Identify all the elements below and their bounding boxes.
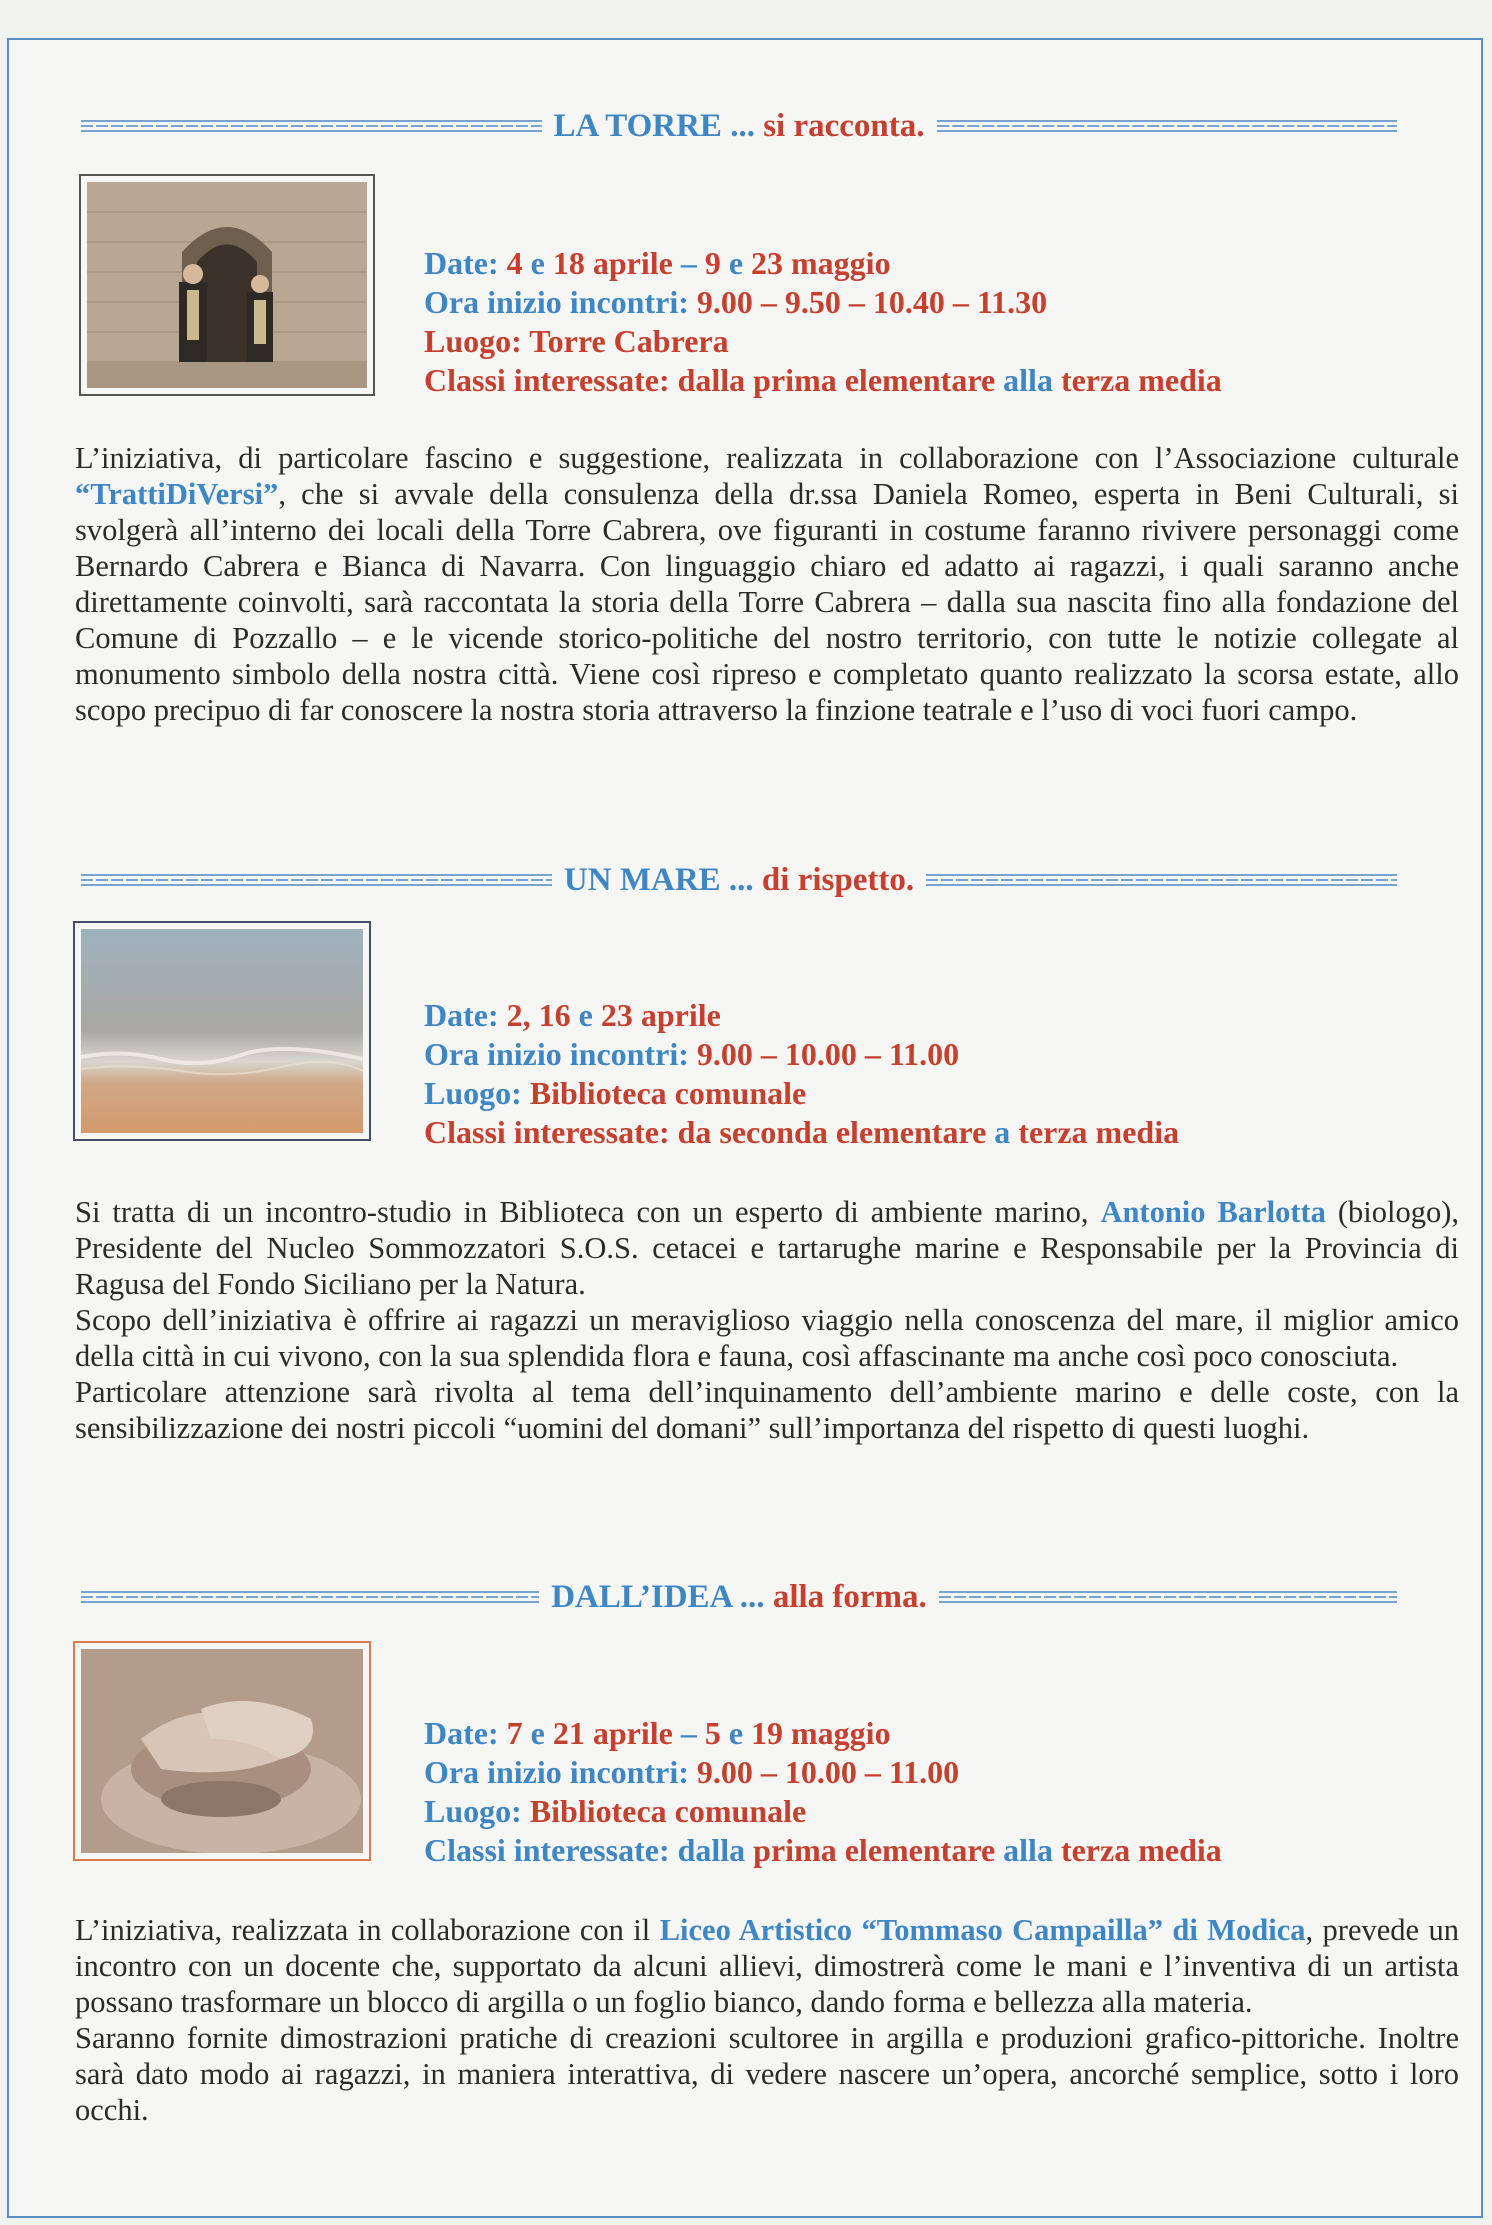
- date-part: e: [530, 245, 545, 281]
- time-value: 9.00 – 10.00 – 11.00: [696, 1754, 960, 1790]
- photo-sea: [73, 921, 371, 1141]
- heading-rule-left: [81, 874, 552, 886]
- place-label: Luogo:: [424, 1075, 522, 1111]
- section-heading: [69, 106, 1409, 146]
- body-paragraph: [75, 440, 1459, 728]
- heading-rule-right: [939, 1591, 1397, 1603]
- body-highlight: Liceo Artistico “Tommaso Campailla” di Modica: [659, 1913, 1306, 1947]
- class-label: Classi interessate:: [424, 1832, 670, 1868]
- place-value: Torre Cabrera: [529, 323, 729, 359]
- date-label: Date:: [424, 997, 499, 1033]
- section-heading: [69, 860, 1409, 900]
- date-line: [424, 244, 1222, 283]
- sea-shore-image: [81, 929, 363, 1133]
- place-label: Luogo:: [424, 323, 522, 359]
- body-paragraph: [75, 1912, 1459, 2020]
- class-part: alla: [1003, 362, 1053, 398]
- tower-entrance-figures-image: [87, 182, 367, 388]
- class-part: terza media: [1018, 1114, 1180, 1150]
- page-frame: [7, 38, 1483, 2218]
- date-label: Date:: [424, 1715, 499, 1751]
- photo-tower: [79, 174, 375, 396]
- body-highlight: “TrattiDiVersi”: [75, 477, 279, 511]
- date-part: e: [530, 1715, 545, 1751]
- date-part: 9: [704, 245, 721, 281]
- class-line: [424, 361, 1222, 400]
- heading-title-b: di rispetto.: [761, 861, 915, 898]
- body-text: Si tratta di un incontro-studio in Biblioteca con un esperto di ambiente marino,: [75, 1195, 1101, 1229]
- time-label: Ora inizio incontri:: [424, 284, 689, 320]
- section-heading: [69, 1577, 1409, 1617]
- time-line: [424, 1753, 1222, 1792]
- body-paragraph: Particolare attenzione sarà rivolta al tema dell’inquinamento dell’ambiente marino e delle coste, con la sensibilizzazione dei nostri piccoli “uomini del domani” sull’importanza del rispetto di questi luoghi.: [75, 1375, 1459, 1445]
- heading-title-b: alla forma.: [772, 1578, 927, 1615]
- date-part: 2, 16: [506, 997, 571, 1033]
- photo-clay: [73, 1641, 371, 1861]
- date-part: 5: [704, 1715, 721, 1751]
- body-text: , che si avvale della consulenza della dr.ssa Daniela Romeo, esperta in Beni Culturali, si svolgerà all’interno dei locali della Torre Cabrera, ove figuranti in costume faranno rivivere personaggi come Bernardo Cabrera e Bianca di Navarra. Con linguaggio chiaro ed adatto ai ragazzi, i quali saranno anche direttamente coinvolti, sarà raccontata la storia della Torre Cabrera – dalla sua nascita fino alla fondazione del Comune di Pozzallo – e le vicende storico-politiche del nostro territorio, con tutte le notizie collegate al monumento simbolo della nostra città. Viene così ripreso e completato quanto realizzato la scorsa estate, allo scopo precipuo di far conoscere la nostra storia attraverso la finzione teatrale e l’uso di voci fuori campo.: [75, 477, 1459, 727]
- date-part: –: [680, 1715, 697, 1751]
- date-line: [424, 996, 1179, 1035]
- heading-title-b: si racconta.: [763, 107, 925, 144]
- body-paragraph: Scopo dell’iniziativa è offrire ai ragazzi un meraviglioso viaggio nella conoscenza del mare, il miglior amico della città in cui vivono, con la sua splendida flora e fauna, così affascinante ma anche così poco conosciuta.: [75, 1303, 1459, 1373]
- class-line: [424, 1113, 1179, 1152]
- place-line: [424, 1792, 1222, 1831]
- date-part: 7: [506, 1715, 523, 1751]
- class-part: a: [994, 1114, 1011, 1150]
- date-part: 4: [506, 245, 523, 281]
- date-part: e: [728, 1715, 744, 1751]
- event-info: [424, 996, 1179, 1152]
- heading-title-a: DALL’IDEA ...: [551, 1578, 765, 1615]
- class-line: [424, 1831, 1222, 1870]
- heading-rule-left: [81, 1591, 539, 1603]
- event-info: [424, 244, 1222, 400]
- class-part: dalla: [677, 1832, 746, 1868]
- event-info: [424, 1714, 1222, 1870]
- body-text: , prevede un incontro con un docente che, supportato da alcuni allievi, dimostrerà come le mani e l’inventiva di un artista possano trasformare un blocco di argilla o un foglio bianco, dando forma e bellezza alla materia.: [75, 1913, 1459, 2019]
- time-label: Ora inizio incontri:: [424, 1036, 689, 1072]
- class-label: Classi interessate:: [424, 1114, 670, 1150]
- body-highlight: Antonio Barlotta: [1100, 1195, 1326, 1229]
- date-line: [424, 1714, 1222, 1753]
- date-label: Date:: [424, 245, 499, 281]
- time-value: 9.00 – 10.00 – 11.00: [696, 1036, 960, 1072]
- place-value: Biblioteca comunale: [529, 1075, 807, 1111]
- section-body: [75, 1912, 1459, 2128]
- class-part: prima elementare: [753, 1832, 996, 1868]
- hands-clay-pottery-image: [81, 1649, 363, 1853]
- body-text: L’iniziativa, realizzata in collaborazione con il: [75, 1913, 660, 1947]
- body-text: (biologo), Presidente del Nucleo Sommozzatori S.O.S. cetacei e tartarughe marine e Responsabile per la Provincia di Ragusa del Fondo Siciliano per la Natura.: [75, 1195, 1460, 1301]
- date-part: 23 maggio: [751, 245, 891, 281]
- date-part: –: [680, 245, 697, 281]
- date-part: e: [728, 245, 744, 281]
- body-paragraph: [75, 1194, 1459, 1302]
- body-text: L’iniziativa, di particolare fascino e suggestione, realizzata in collaborazione con l’Associazione culturale: [75, 441, 1459, 475]
- time-label: Ora inizio incontri:: [424, 1754, 689, 1790]
- time-value: 9.00 – 9.50 – 10.40 – 11.30: [696, 284, 1048, 320]
- place-line: [424, 322, 1222, 361]
- place-label: Luogo:: [424, 1793, 522, 1829]
- heading-rule-left: [81, 120, 542, 132]
- date-part: 18 aprile: [552, 245, 673, 281]
- place-line: [424, 1074, 1179, 1113]
- class-part: da seconda elementare: [677, 1114, 987, 1150]
- heading-title-a: LA TORRE ...: [553, 107, 755, 144]
- section-body: [75, 440, 1459, 728]
- date-part: e: [578, 997, 593, 1033]
- place-value: Biblioteca comunale: [529, 1793, 807, 1829]
- class-part: terza media: [1060, 362, 1222, 398]
- class-label: Classi interessate:: [424, 362, 670, 398]
- heading-rule-right: [926, 874, 1397, 886]
- heading-title-a: UN MARE ...: [563, 861, 754, 898]
- time-line: [424, 1035, 1179, 1074]
- body-paragraph: Saranno fornite dimostrazioni pratiche di creazioni scultoree in argilla e produzioni grafico-pittoriche. Inoltre sarà dato modo ai ragazzi, in maniera interattiva, di vedere nascere un’opera, ancorché semplice, sotto i loro occhi.: [75, 2021, 1459, 2127]
- date-part: 19 maggio: [751, 1715, 891, 1751]
- class-part: alla: [1003, 1832, 1053, 1868]
- date-part: 23 aprile: [600, 997, 721, 1033]
- section-body: [75, 1194, 1459, 1446]
- class-part: dalla prima elementare: [677, 362, 996, 398]
- class-part: terza media: [1060, 1832, 1222, 1868]
- heading-rule-right: [937, 120, 1398, 132]
- date-part: 21 aprile: [552, 1715, 673, 1751]
- time-line: [424, 283, 1222, 322]
